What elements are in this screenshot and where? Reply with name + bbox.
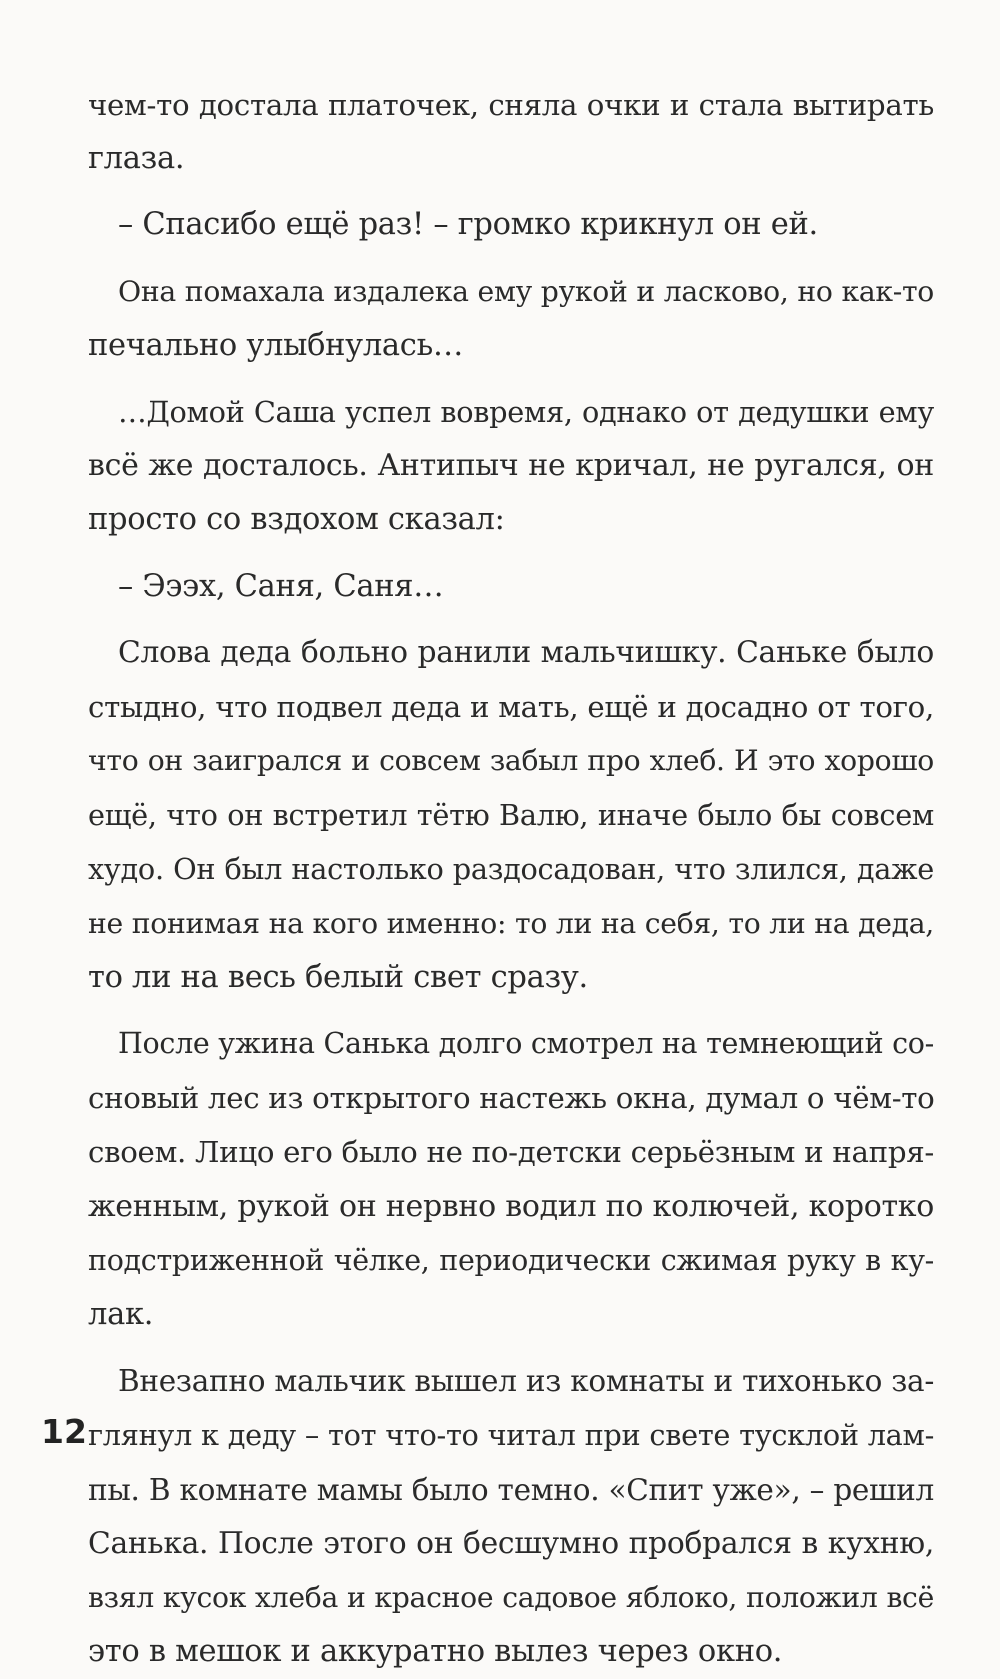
text-line: Слова деда больно ранили мальчишку. Саньке было <box>118 634 934 670</box>
text-line: просто со вздохом сказал: <box>88 502 505 538</box>
text-line: Санька. После этого он бесшумно пробрался в кухню, <box>88 1525 934 1561</box>
text-line: то ли на весь белый свет сразу. <box>88 959 588 995</box>
text-line: глаза. <box>88 141 185 177</box>
text-line: ещё, что он встретил тётю Валю, иначе было бы совсем <box>88 798 934 833</box>
text-line: – Спасибо ещё раз! – громко крикнул он ей. <box>118 207 818 243</box>
text-line: взял кусок хлеба и красное садовое яблоко, положил всё <box>88 1580 934 1614</box>
text-line: подстриженной чёлке, периодически сжимая руку в ку- <box>88 1243 934 1277</box>
text-line: сновый лес из открытого настежь окна, думал о чём-то <box>88 1081 935 1116</box>
text-line: что он заигрался и совсем забыл про хлеб. И это хорошо <box>88 744 934 778</box>
text-line: это в мешок и аккуратно вылез через окно. <box>88 1634 783 1670</box>
text-line: После ужина Санька долго смотрел на темнеющий со- <box>118 1027 934 1060</box>
text-line: чем-то достала платочек, сняла очки и стала вытирать <box>88 88 934 122</box>
text-line: Она помахала издалека ему рукой и ласково, но как-то <box>118 274 934 308</box>
text-line: женным, рукой он нервно водил по колючей, коротко <box>88 1188 934 1224</box>
text-line: худо. Он был настолько раздосадован, что злился, даже <box>88 852 934 887</box>
text-line: …Домой Саша успел вовремя, однако от дедушки ему <box>118 394 934 429</box>
text-line: не понимая на кого именно: то ли на себя, то ли на деда, <box>88 906 934 940</box>
text-line: – Эээх, Саня, Саня… <box>118 568 444 604</box>
text-line: пы. В комнате мамы было темно. «Спит уже», – решил <box>88 1472 934 1507</box>
book-page-text <box>88 78 934 1679</box>
text-line: всё же досталось. Антипыч не кричал, не ругался, он <box>88 448 934 484</box>
text-line: стыдно, что подвел деда и мать, ещё и досадно от того, <box>88 689 934 724</box>
text-line: своем. Лицо его было не по-детски серьёзным и напря- <box>88 1135 934 1170</box>
text-line: Внезапно мальчик вышел из комнаты и тихонько за- <box>118 1364 934 1399</box>
text-line: печально улыбнулась… <box>88 327 464 363</box>
text-line: глянул к деду – тот что-то читал при свете тусклой лам- <box>88 1418 934 1453</box>
page-number: 12 <box>41 1412 87 1451</box>
text-line: лак. <box>88 1296 154 1332</box>
